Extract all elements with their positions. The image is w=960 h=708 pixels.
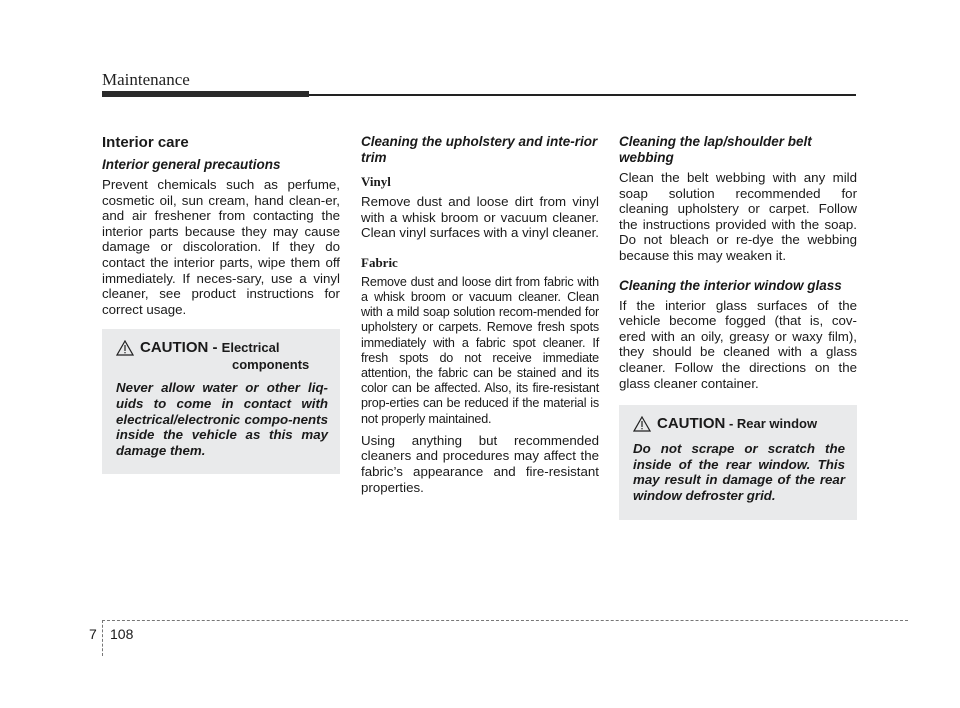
warning-triangle-icon <box>633 416 651 432</box>
caution-word: CAUTION - <box>140 339 222 357</box>
chapter-number: 7 <box>89 626 97 642</box>
precautions-heading: Interior general precautions <box>102 157 281 172</box>
warning-triangle-icon <box>116 340 134 356</box>
belt-text: Clean the belt webbing with any mild soap solution recommended for cleaning upholstery or carpet. Follow the instructions provided with the soap. Do not bleach or re-dye the webbing because this may weaken it. <box>619 170 857 263</box>
column-3 <box>619 134 857 520</box>
precautions-text: Prevent chemicals such as perfume, cosmetic oil, sun cream, hand clean-er, and air freshener from contacting the interior parts because they may cause damage or discoloration. If they do contact the interior parts, wipe them off immediately. If neces-sary, use a vinyl cleaner, see product instructions for correct usage. <box>102 177 340 317</box>
column-1 <box>102 134 340 474</box>
caution-rear-body: Do not scrape or scratch the inside of the rear window. This may result in damage of the rear window defroster grid. <box>633 441 845 503</box>
page-number: 108 <box>110 626 134 642</box>
fabric-heading: Fabric <box>361 254 398 270</box>
fabric-text-2: Using anything but recommended cleaners and procedures may affect the fabric’s appearance and fire-resistant properties. <box>361 432 599 495</box>
header-rule-accent <box>102 91 309 97</box>
footer-divider <box>102 620 103 656</box>
caution-title: - Rear window <box>725 416 818 432</box>
vinyl-text: Remove dust and loose dirt from vinyl with a whisk broom or vacuum cleaner. Clean vinyl surfaces with a vinyl cleaner. <box>361 194 599 241</box>
section-title: Maintenance <box>102 70 190 89</box>
caution-title: Electrical <box>221 340 280 356</box>
vinyl-heading: Vinyl <box>361 174 391 189</box>
window-text: If the interior glass surfaces of the vehicle become fogged (that is, cov-ered with an oily, greasy or waxy film), they should be cleaned with a glass cleaner. Follow the directions on the glass cleaner container. <box>619 297 857 391</box>
column-2 <box>361 134 599 501</box>
window-heading: Cleaning the interior window glass <box>619 277 842 293</box>
caution-word: CAUTION <box>657 415 726 433</box>
caution-electrical-box <box>102 329 340 474</box>
fabric-text: Remove dust and loose dirt from fabric with a whisk broom or vacuum cleaner. Clean with a mild soap solution recom-mended for upholstery or carpets. Remove fresh spots immediately with a fabric spot cleaner. If fresh spots do not receive immediate attention, the fabric can be stained and its color can be affected. Also, its fire-resistant prop-erties can be reduced if the material is not properly maintained. <box>361 274 599 426</box>
caution-title-line2: components <box>232 357 310 373</box>
belt-heading: Cleaning the lap/shoulder belt webbing <box>619 134 812 165</box>
interior-care-heading: Interior care <box>102 134 189 151</box>
upholstery-heading: Cleaning the upholstery and inte-rior trim <box>361 134 598 165</box>
caution-rear-box <box>619 405 857 519</box>
footer-rule <box>102 620 908 621</box>
caution-rear-header <box>633 415 845 433</box>
caution-electrical-header <box>116 339 328 372</box>
caution-electrical-body: Never allow water or other liq-uids to come in contact with electrical/electronic compo-nents inside the vehicle as this may damage them. <box>116 380 328 458</box>
